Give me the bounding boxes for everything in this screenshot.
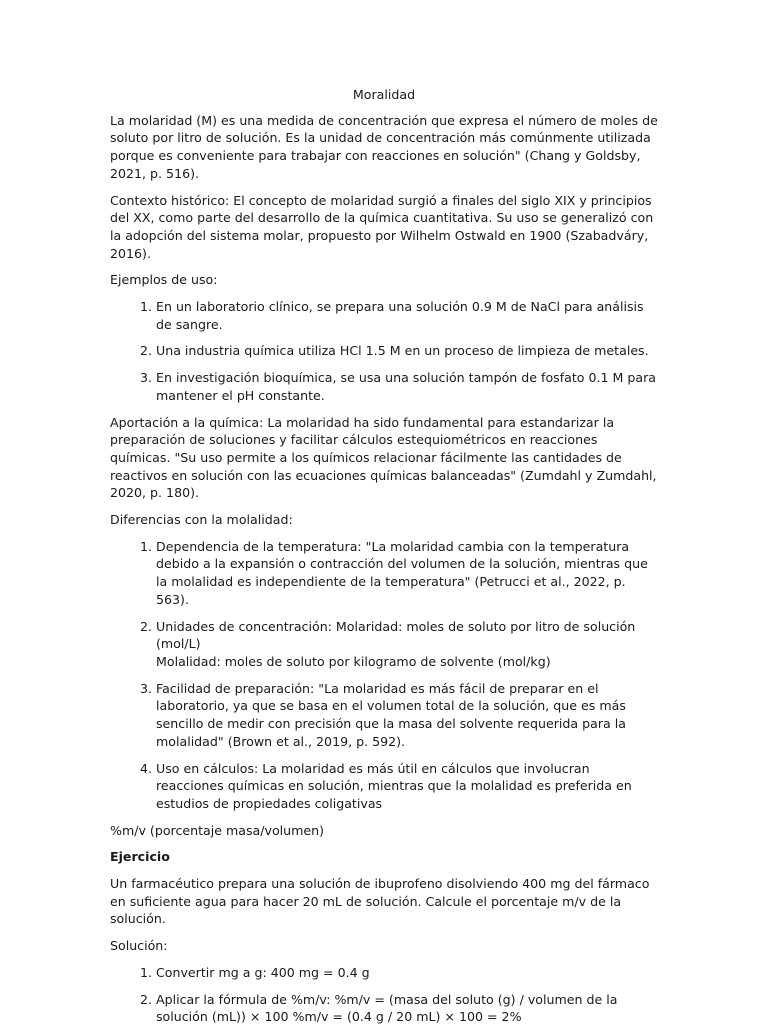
- examples-heading: Ejemplos de uso:: [110, 272, 218, 288]
- formula-line: Aplicar la fórmula de %m/v: %m/v = (masa del soluto (g) / volumen de la solución (mL)) × 100: [156, 991, 618, 1025]
- list-item: [156, 991, 658, 1026]
- list-item: 3. Facilidad de preparación: "La molaridad es más fácil de preparar en el laboratorio, ya que se basa en el volumen total de la solución, que es más sencillo de medir con precisión que la masa del solvente requerida para la molalidad" (Brown et al., 2019, p. 592).: [156, 680, 658, 751]
- solution-heading: Solución:: [110, 938, 168, 954]
- calculation-line: %m/v = (0.4 g / 20 mL) × 100 = 2%: [292, 1009, 522, 1025]
- percent-heading: %m/v (porcentaje masa/volumen): [110, 822, 325, 838]
- list-item: 2. Una industria química utiliza HCl 1.5 M en un proceso de limpieza de metales.: [156, 342, 658, 360]
- list-item: 1. Convertir mg a g: 400 mg = 0.4 g: [156, 964, 658, 982]
- examples-list: [110, 298, 658, 405]
- historical-context-paragraph: Contexto histórico: El concepto de molaridad surgió a finales del siglo XIX y principios del XX, como parte del desarrollo de la química cuantitativa. Su uso se generalizó con la adopción del sistema molar, propuesto por Wilhelm Ostwald en 1900 (Szabadváry, 2016).: [110, 192, 654, 261]
- solution-steps-list: [110, 964, 658, 1026]
- differences-list: [110, 538, 658, 813]
- units-molarity-line: 2. Unidades de concentración: Molaridad: moles de soluto por litro de solución (mol/L): [156, 618, 636, 652]
- contribution-paragraph: Aportación a la química: La molaridad ha sido fundamental para estandarizar la preparación de soluciones y facilitar cálculos estequiométricos en reacciones químicas. "Su uso permite a los químicos relacionar fácilmente las cantidades de reactivos en solución con las ecuaciones químicas balanceadas" (Zumdahl y Zumdahl, 2020, p. 180).: [110, 414, 657, 501]
- document-page: [110, 86, 658, 1035]
- intro-paragraph: La molaridad (M) es una medida de concentración que expresa el número de moles de soluto por litro de solución. Es la unidad de concentración más comúnmente utilizada porque es conveniente para trabajar con reacciones en solución" (Chang y Goldsby, 2021, p. 516).: [110, 112, 658, 181]
- units-molality-line: Molalidad: moles de soluto por kilogramo de solvente (mol/kg): [156, 653, 551, 669]
- list-item: 3. En investigación bioquímica, se usa una solución tampón de fosfato 0.1 M para mantener el pH constante.: [156, 369, 658, 404]
- list-item: 1. En un laboratorio clínico, se prepara una solución 0.9 M de NaCl para análisis de sangre.: [156, 298, 658, 333]
- list-item: [156, 618, 658, 671]
- document-title: Moralidad: [352, 87, 416, 102]
- exercise-paragraph: Un farmacéutico prepara una solución de ibuprofeno disolviendo 400 mg del fármaco en suficiente agua para hacer 20 mL de solución. Calcule el porcentaje m/v de la solución.: [110, 876, 650, 927]
- differences-heading: Diferencias con la molalidad:: [110, 512, 293, 528]
- list-item: 1. Dependencia de la temperatura: "La molaridad cambia con la temperatura debido a la expansión o contracción del volumen de la solución, mientras que la molalidad es independiente de la temperatura" (Petrucci et al., 2022, p. 563).: [156, 538, 658, 609]
- exercise-heading: Ejercicio: [110, 849, 170, 865]
- list-item: 4. Uso en cálculos: La molaridad es más útil en cálculos que involucran reacciones químicas en solución, mientras que la molalidad es preferida en estudios de propiedades coligativas: [156, 760, 658, 813]
